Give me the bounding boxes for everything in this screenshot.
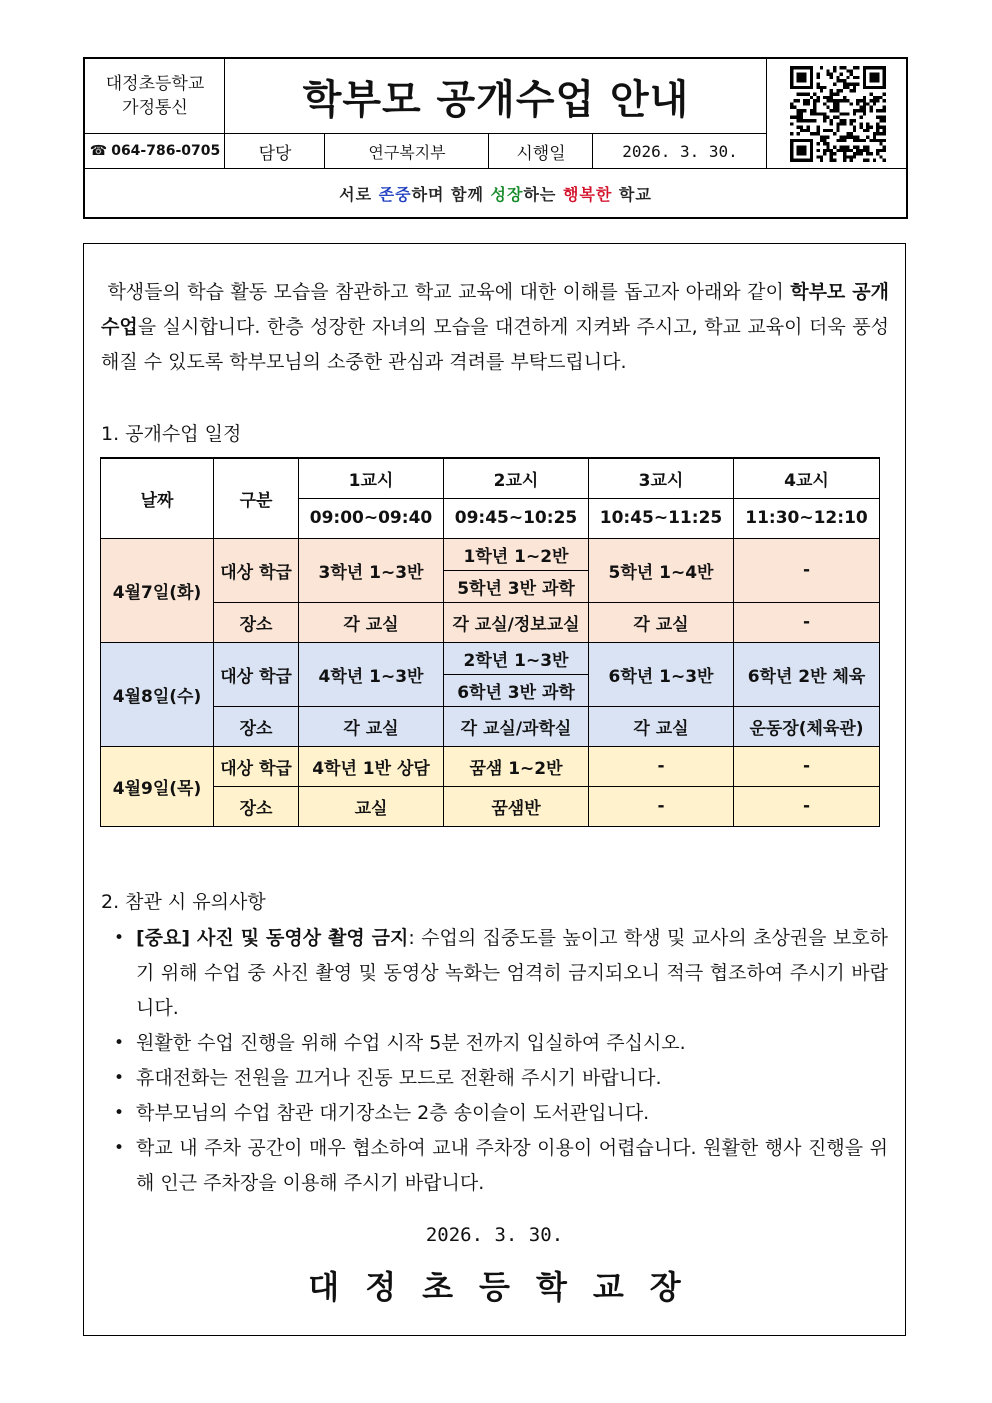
note-important-bold: [중요] 사진 및 동영상 촬영 금지 <box>136 927 409 949</box>
phone-icon: ☎ <box>89 143 108 159</box>
signature-principal: 대정초등학교장 <box>308 1268 707 1306</box>
day1-period1-target: 3학년 1~3반 <box>299 538 444 602</box>
school-motto <box>85 169 906 217</box>
issue-date-value: 2026. 3. 30. <box>622 141 738 161</box>
day3-period3-target: - <box>589 746 734 786</box>
note-important-text: : 수업의 집중도를 높이고 학생 및 교사의 초상권을 보호하기 위해 수업 중 사진 촬영 및 동영상 녹화는 엄격히 금지되오니 적극 협조하여 주시기 바랍니다. <box>136 927 888 1019</box>
phone-number <box>85 133 225 169</box>
day2-period2-place: 각 교실/과학실 <box>444 706 589 746</box>
notes-list <box>110 921 888 1201</box>
header-category: 구분 <box>214 458 299 538</box>
day2-period3-target: 6학년 1~3반 <box>589 642 734 706</box>
note-text: 학부모님의 수업 참관 대기장소는 2층 송이슬이 도서관입니다. <box>136 1102 650 1124</box>
day3-target-label: 대상 학급 <box>214 746 299 786</box>
section-title-notes: 2. 참관 시 유의사항 <box>101 891 266 913</box>
header-time-1: 09:00~09:40 <box>299 498 444 538</box>
list-item <box>110 921 888 1026</box>
day3-period4-place: - <box>734 786 880 826</box>
day1-place-label: 장소 <box>214 602 299 642</box>
header-period-1: 1교시 <box>299 458 444 498</box>
day1-period2-place: 각 교실/정보교실 <box>444 602 589 642</box>
intro-paragraph <box>101 275 889 380</box>
intro-bold: 학부모 공개수업 <box>101 281 889 338</box>
motto-part: 서로 <box>339 184 379 204</box>
intro-text-2: 을 실시합니다. 한층 성장한 자녀의 모습을 대견하게 지켜봐 주시고, 학교 교육이 더욱 풍성해질 수 있도록 학부모님의 소중한 관심과 격려를 부탁드립니다. <box>101 316 889 373</box>
day1-period2-target-b: 5학년 3반 과학 <box>444 570 589 602</box>
school-name-line2: 가정통신 <box>122 98 188 118</box>
day2-period3-place: 각 교실 <box>589 706 734 746</box>
motto-happy: 행복한 <box>562 184 613 204</box>
motto-part: 하며 함께 <box>411 184 491 204</box>
day1-period4-place: - <box>734 602 880 642</box>
intro-text-1: 학생들의 학습 활동 모습을 참관하고 학교 교육에 대한 이해를 돕고자 아래와 같이 <box>107 281 791 303</box>
day1-date: 4월7일(화) <box>101 538 214 642</box>
day2-date: 4월8일(수) <box>101 642 214 746</box>
responsible-value: 연구복지부 <box>368 142 446 162</box>
header-box <box>83 57 908 219</box>
table-row <box>101 642 880 674</box>
day2-period2-target-a: 2학년 1~3반 <box>444 642 589 674</box>
school-name <box>85 59 225 133</box>
school-name-line1: 대정초등학교 <box>105 74 205 94</box>
motto-respect: 존중 <box>378 184 412 204</box>
day2-period1-target: 4학년 1~3반 <box>299 642 444 706</box>
table-row <box>101 602 880 642</box>
day2-period2-target-b: 6학년 3반 과학 <box>444 674 589 706</box>
table-row <box>101 706 880 746</box>
day3-period2-place: 꿈샘반 <box>444 786 589 826</box>
day3-date: 4월9일(목) <box>101 746 214 826</box>
day1-period3-place: 각 교실 <box>589 602 734 642</box>
table-row <box>101 746 880 786</box>
list-item <box>110 1096 888 1131</box>
day1-period3-target: 5학년 1~4반 <box>589 538 734 602</box>
table-row <box>101 786 880 826</box>
day2-period4-place: 운동장(체육관) <box>734 706 880 746</box>
qr-code-graphic <box>790 66 886 162</box>
content-box <box>83 243 906 1336</box>
header-date: 날짜 <box>101 458 214 538</box>
day1-period4-target: - <box>734 538 880 602</box>
motto-growth: 성장 <box>490 184 524 204</box>
table-row <box>101 538 880 570</box>
schedule-table <box>100 457 880 827</box>
day3-period1-target: 4학년 1반 상담 <box>299 746 444 786</box>
day2-target-label: 대상 학급 <box>214 642 299 706</box>
motto-part: 학교 <box>612 184 652 204</box>
day2-period1-place: 각 교실 <box>299 706 444 746</box>
list-item <box>110 1026 888 1061</box>
section-title-schedule: 1. 공개수업 일정 <box>101 423 242 445</box>
note-text: 원활한 수업 진행을 위해 수업 시작 5분 전까지 입실하여 주십시오. <box>136 1032 686 1054</box>
header-time-3: 10:45~11:25 <box>589 498 734 538</box>
header-time-4: 11:30~12:10 <box>734 498 880 538</box>
header-time-2: 09:45~10:25 <box>444 498 589 538</box>
signature-date: 2026. 3. 30. <box>425 1224 564 1246</box>
document-title: 학부모 공개수업 안내 <box>302 76 690 123</box>
responsible-label: 담당 <box>258 143 292 164</box>
day3-period4-target: - <box>734 746 880 786</box>
header-period-2: 2교시 <box>444 458 589 498</box>
day1-period2-target-a: 1학년 1~2반 <box>444 538 589 570</box>
day3-place-label: 장소 <box>214 786 299 826</box>
day3-period1-place: 교실 <box>299 786 444 826</box>
day3-period3-place: - <box>589 786 734 826</box>
issue-date-label: 시행일 <box>516 143 566 164</box>
note-text: 학교 내 주차 공간이 매우 협소하여 교내 주차장 이용이 어렵습니다. 원활한 행사 진행을 위해 인근 주차장을 이용해 주시기 바랍니다. <box>136 1137 888 1194</box>
day1-target-label: 대상 학급 <box>214 538 299 602</box>
list-item <box>110 1061 888 1096</box>
phone-number-text: 064-786-0705 <box>111 143 221 159</box>
note-text: 휴대전화는 전원을 끄거나 진동 모드로 전환해 주시기 바랍니다. <box>136 1067 662 1089</box>
day2-place-label: 장소 <box>214 706 299 746</box>
day2-period4-target: 6학년 2반 체육 <box>734 642 880 706</box>
header-period-3: 3교시 <box>589 458 734 498</box>
motto-part: 하는 <box>523 184 563 204</box>
day3-period2-target: 꿈샘 1~2반 <box>444 746 589 786</box>
qr-code-icon[interactable] <box>767 59 908 169</box>
day1-period1-place: 각 교실 <box>299 602 444 642</box>
header-period-4: 4교시 <box>734 458 880 498</box>
list-item <box>110 1131 888 1201</box>
